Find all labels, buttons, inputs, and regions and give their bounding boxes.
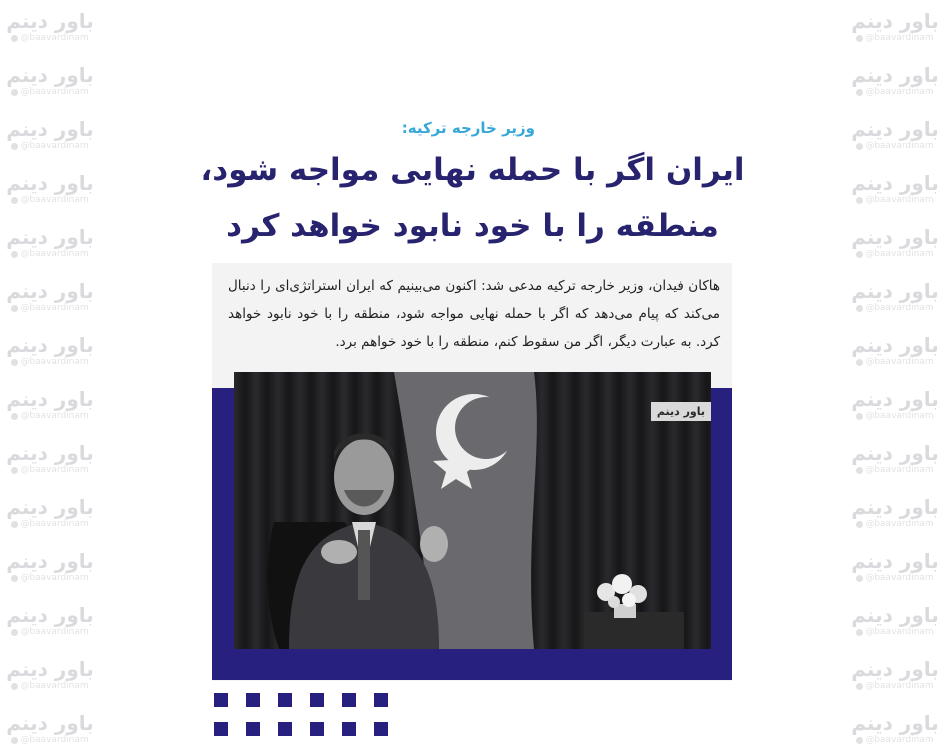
- watermark-logo: باور دینم: [6, 387, 94, 411]
- dot: [246, 693, 260, 707]
- kicker: وزیر خارجه ترکیه:: [401, 119, 535, 137]
- watermark: باور دینم @baavardinam: [851, 333, 939, 367]
- telegram-icon: [11, 89, 18, 96]
- watermark-logo: باور دینم: [851, 225, 939, 249]
- telegram-icon: [856, 143, 863, 150]
- watermark: باور دینم @baavardinam: [851, 225, 939, 259]
- dot: [342, 722, 356, 736]
- watermark: باور دینم @baavardinam: [6, 9, 94, 43]
- telegram-icon: [856, 467, 863, 474]
- watermark-logo: باور دینم: [851, 171, 939, 195]
- telegram-icon: [11, 521, 18, 528]
- watermark-logo: باور دینم: [851, 279, 939, 303]
- watermark-logo: باور دینم: [851, 495, 939, 519]
- telegram-icon: [11, 197, 18, 204]
- watermark-logo: باور دینم: [851, 657, 939, 681]
- dot: [374, 693, 388, 707]
- decorative-dot-grid: [214, 693, 394, 743]
- watermark: باور دینم @baavardinam: [851, 549, 939, 583]
- body-text: هاکان فیدان، وزیر خارجه ترکیه مدعی شد: اکنون می‌بینیم که ایران استراتژی‌ای را دنبال می‌کند که پیام می‌دهد که اگر با حمله نهایی مواجه شود، منطقه را با خود نابود خواهد کرد. به عبارت دیگر، اگر من سقوط کنم، منطقه را با خود خواهم برد.: [228, 278, 720, 350]
- telegram-icon: [856, 305, 863, 312]
- watermark: باور دینم @baavardinam: [851, 441, 939, 475]
- watermark-logo: باور دینم: [6, 225, 94, 249]
- watermark: باور دینم @baavardinam: [851, 279, 939, 313]
- telegram-icon: [11, 143, 18, 150]
- watermark-logo: باور دینم: [851, 333, 939, 357]
- dot: [214, 693, 228, 707]
- watermark-logo: باور دینم: [6, 657, 94, 681]
- watermark-logo: باور دینم: [6, 549, 94, 573]
- telegram-icon: [856, 521, 863, 528]
- telegram-icon: [11, 629, 18, 636]
- telegram-icon: [856, 35, 863, 42]
- telegram-icon: [11, 683, 18, 690]
- watermark: باور دینم @baavardinam: [6, 549, 94, 583]
- watermark: باور دینم @baavardinam: [6, 657, 94, 691]
- watermark-logo: باور دینم: [6, 279, 94, 303]
- watermark-logo: باور دینم: [851, 441, 939, 465]
- telegram-icon: [11, 305, 18, 312]
- telegram-icon: [856, 359, 863, 366]
- watermark: باور دینم @baavardinam: [851, 495, 939, 529]
- watermark: باور دینم @baavardinam: [6, 495, 94, 529]
- telegram-icon: [11, 251, 18, 258]
- watermark: باور دینم @baavardinam: [6, 387, 94, 421]
- watermark: باور دینم @baavardinam: [6, 603, 94, 637]
- watermark: باور دینم @baavardinam: [851, 387, 939, 421]
- watermark: باور دینم @baavardinam: [851, 603, 939, 637]
- watermark: باور دینم @baavardinam: [851, 711, 939, 745]
- watermark-logo: باور دینم: [851, 9, 939, 33]
- telegram-icon: [856, 683, 863, 690]
- news-photo: [234, 372, 711, 649]
- telegram-icon: [11, 359, 18, 366]
- watermark-logo: باور دینم: [6, 171, 94, 195]
- dot: [310, 722, 324, 736]
- dot: [342, 693, 356, 707]
- watermark-logo: باور دینم: [6, 711, 94, 735]
- telegram-icon: [11, 575, 18, 582]
- dot: [246, 722, 260, 736]
- watermark-logo: باور دینم: [6, 117, 94, 141]
- watermark: باور دینم @baavardinam: [6, 711, 94, 745]
- watermark: باور دینم @baavardinam: [851, 117, 939, 151]
- telegram-icon: [856, 629, 863, 636]
- watermark-logo: باور دینم: [6, 603, 94, 627]
- photo-watermark-logo: باور دینم: [651, 402, 711, 421]
- telegram-icon: [856, 89, 863, 96]
- telegram-icon: [856, 197, 863, 204]
- watermark-logo: باور دینم: [6, 63, 94, 87]
- telegram-icon: [11, 737, 18, 744]
- dot: [214, 722, 228, 736]
- watermark: باور دینم @baavardinam: [6, 333, 94, 367]
- watermark: باور دینم @baavardinam: [851, 657, 939, 691]
- telegram-icon: [856, 413, 863, 420]
- telegram-icon: [856, 251, 863, 258]
- watermark: باور دینم @baavardinam: [851, 63, 939, 97]
- telegram-icon: [856, 575, 863, 582]
- watermark-logo: باور دینم: [851, 117, 939, 141]
- telegram-icon: [11, 413, 18, 420]
- watermark-column-left: [0, 0, 100, 756]
- dot: [374, 722, 388, 736]
- watermark-logo: باور دینم: [851, 711, 939, 735]
- watermark: باور دینم @baavardinam: [6, 225, 94, 259]
- photo-illustration: [234, 372, 711, 649]
- dot: [310, 693, 324, 707]
- watermark-logo: باور دینم: [6, 441, 94, 465]
- telegram-icon: [11, 35, 18, 42]
- telegram-icon: [11, 467, 18, 474]
- watermark-logo: باور دینم: [851, 63, 939, 87]
- watermark-logo: باور دینم: [851, 387, 939, 411]
- watermark-logo: باور دینم: [851, 603, 939, 627]
- watermark: باور دینم @baavardinam: [6, 117, 94, 151]
- watermark: باور دینم @baavardinam: [6, 171, 94, 205]
- watermark: باور دینم @baavardinam: [851, 171, 939, 205]
- watermark-logo: باور دینم: [6, 9, 94, 33]
- headline: ایران اگر با حمله نهایی مواجه شود، منطقه را با خود نابود خواهد کرد: [200, 152, 745, 244]
- watermark-logo: باور دینم: [6, 333, 94, 357]
- dot: [278, 722, 292, 736]
- watermark: باور دینم @baavardinam: [6, 441, 94, 475]
- dot: [278, 693, 292, 707]
- watermark-logo: باور دینم: [851, 549, 939, 573]
- watermark-column-right: [845, 0, 945, 756]
- watermark: باور دینم @baavardinam: [6, 279, 94, 313]
- watermark: باور دینم @baavardinam: [6, 63, 94, 97]
- telegram-icon: [856, 737, 863, 744]
- watermark-logo: باور دینم: [6, 495, 94, 519]
- watermark: باور دینم @baavardinam: [851, 9, 939, 43]
